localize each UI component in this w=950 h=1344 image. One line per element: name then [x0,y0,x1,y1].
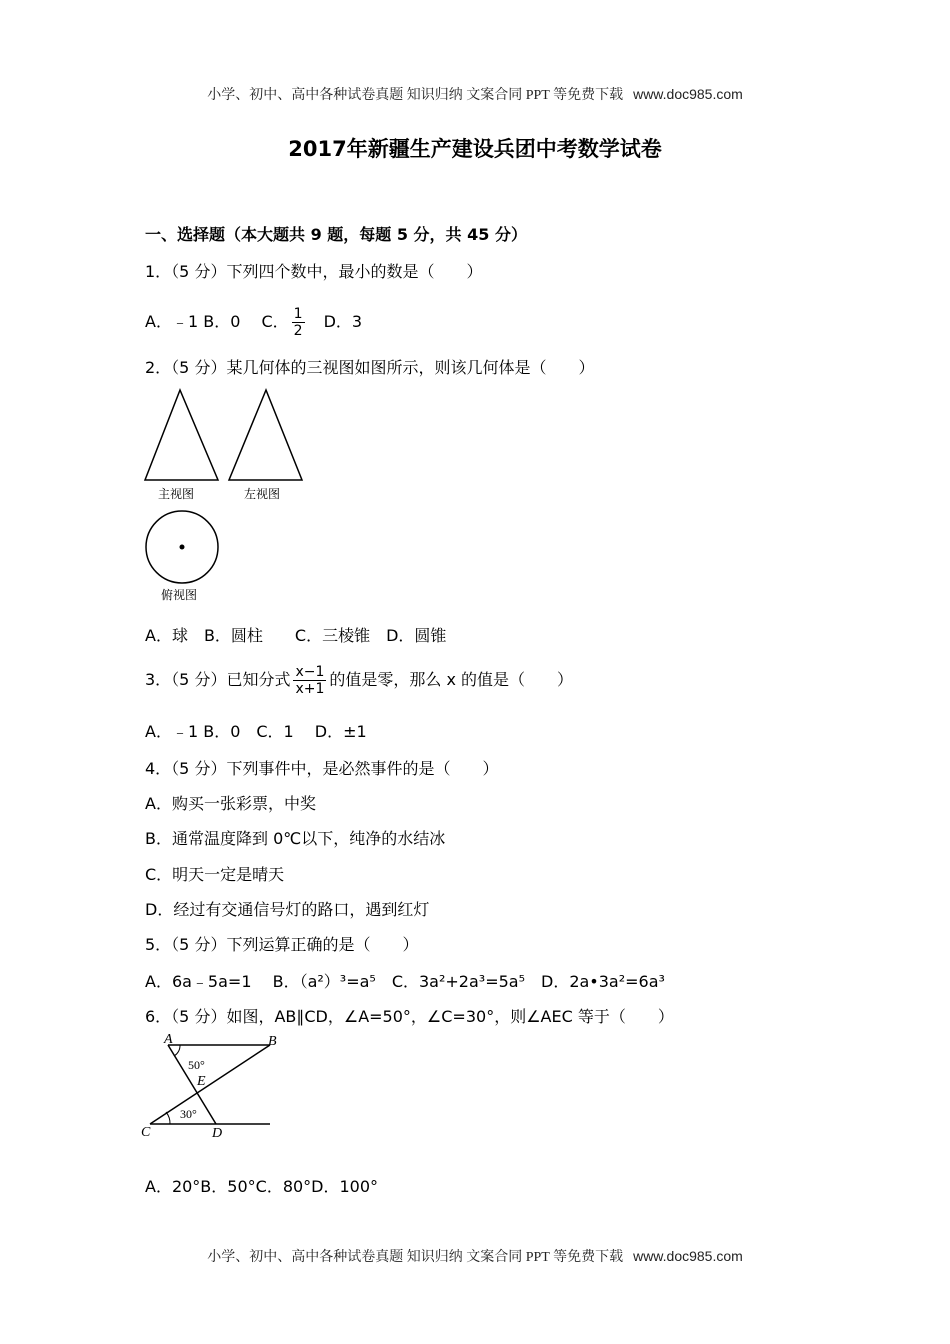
footer-text: 小学、初中、高中各种试卷真题 知识归纳 文案合同 PPT 等免费下载 [207,1250,624,1265]
front-view-triangle [145,390,218,480]
label-front-view: 主视图 [158,487,195,501]
page-header [0,84,950,104]
q3-stem-post: 的值是零，那么 x 的值是（ ） [329,670,574,689]
q1-options-post: D．3 [307,312,363,331]
label-top-view: 俯视图 [161,588,198,602]
q3-frac-num: x−1 [295,664,325,680]
line-bc [150,1045,270,1124]
point-e-label: E [197,1074,206,1089]
q3-stem-pre: 3．（5 分）已知分式 [145,670,291,689]
angle-c-label: 30° [180,1107,197,1121]
q4-option-c: C．明天一定是晴天 [145,865,285,884]
label-left-view: 左视图 [244,487,281,501]
q1-options-pre: A．﹣1 B．0 C． [145,312,289,331]
left-view-triangle [229,390,302,480]
q4-option-a: A．购买一张彩票，中奖 [145,794,316,813]
q3-stem [145,664,573,697]
header-url[interactable]: www.doc985.com [633,86,743,102]
q4-stem: 4．（5 分）下列事件中，是必然事件的是（ ） [145,759,499,778]
q3-options: A．﹣1 B．0 C．1 D．±1 [145,722,367,741]
q3-frac-den: x+1 [295,681,325,697]
page-footer [0,1246,950,1266]
q6-options: A．20°B．50°C．80°D．100° [145,1177,379,1196]
q1-frac-den: 2 [293,323,303,339]
header-text: 小学、初中、高中各种试卷真题 知识归纳 文案合同 PPT 等免费下载 [207,88,624,103]
point-d-label: D [212,1126,223,1141]
q2-stem: 2．（5 分）某几何体的三视图如图所示，则该几何体是（ ） [145,358,595,377]
q5-stem: 5．（5 分）下列运算正确的是（ ） [145,935,419,954]
section-heading: 一、选择题（本大题共 9 题，每题 5 分，共 45 分） [145,225,527,244]
footer-url[interactable]: www.doc985.com [633,1248,743,1264]
q3-fraction [293,664,326,697]
q4-option-b: B．通常温度降到 0℃以下，纯净的水结冰 [145,829,446,848]
q4-option-d: D．经过有交通信号灯的路口，遇到红灯 [145,900,430,919]
point-c-label: C [141,1125,151,1140]
point-a-label: A [164,1032,173,1047]
angle-a-label: 50° [188,1058,205,1072]
q2-options: A．球 B．圆柱 C．三棱锥 D．圆锥 [145,626,447,645]
page-title: 2017年新疆生产建设兵团中考数学试卷 [288,137,662,161]
angle-a-arc [174,1045,180,1056]
q6-figure [138,1032,278,1144]
q5-options: A．6a﹣5a=1 B．（a²）³=a⁵ C．3a²+2a³=5a⁵ D．2a•3a²=6a³ [145,972,665,991]
q1-stem: 1．（5 分）下列四个数中，最小的数是（ ） [145,262,483,281]
top-view-center-dot [180,545,185,550]
q1-options [145,306,362,339]
q1-fraction [292,306,305,339]
q1-frac-num: 1 [293,306,303,322]
q6-stem: 6．（5 分）如图，AB∥CD，∠A=50°，∠C=30°，则∠AEC 等于（ ） [145,1007,674,1026]
point-b-label: B [268,1034,277,1049]
